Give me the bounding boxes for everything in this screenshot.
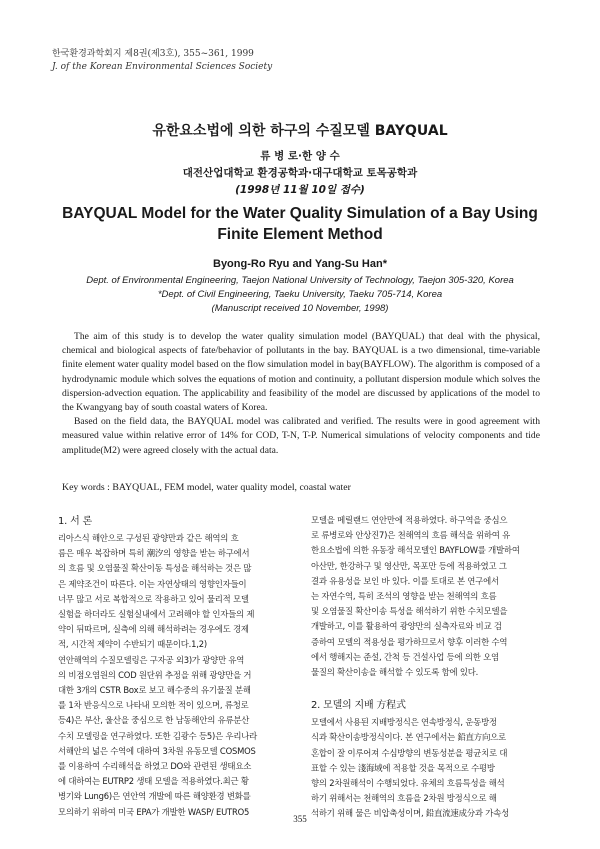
body-line: 병기와 Lung6)은 연안역 개발에 따른 해양환경 변화를	[58, 791, 251, 802]
body-line: 은 제약조건이 따른다. 이는 자연상태의 영향인자들이	[58, 578, 247, 589]
body-line: 표할 수 있는 淺海域에 적용할 것을 목적으로 수평방	[311, 762, 495, 773]
section-spacer	[311, 680, 569, 697]
body-line: 약이 뒤따르며, 실측에 의해 해석하려는 경우에도 경제	[58, 624, 249, 635]
body-right-column	[311, 513, 569, 822]
body-left-column	[58, 513, 316, 820]
english-affiliations	[0, 274, 600, 316]
body-line: 개발하고, 이를 활용하여 광양만의 실측자료와 비교 검	[311, 621, 502, 632]
body-line: 아산만, 한강하구 및 영산만, 목포만 등에 적용하였고 그	[311, 560, 507, 571]
body-line: 혼합이 잘 이루어져 수심방향의 변동성분을 평균치로 대	[311, 747, 508, 758]
body-line: 식과 확산이송방정식이다. 본 연구에서는 鉛直方向으로	[311, 732, 506, 743]
journal-line-korean: 한국환경과학회지 제8권(제3호), 355~361, 1999	[52, 49, 254, 59]
korean-author-block	[0, 148, 600, 199]
affiliation-line: *Dept. of Civil Engineering, Taeku University, Taeku 705-714, Korea	[157, 289, 443, 300]
page-number: 355	[293, 814, 307, 824]
journal-header	[52, 48, 272, 74]
abstract	[62, 330, 540, 458]
manuscript-received-line: (Manuscript received 10 November, 1998)	[211, 303, 389, 314]
body-line: 는 자연수역, 특히 조석의 영향을 받는 천해역의 흐름	[311, 591, 497, 602]
body-line: 서해안의 넓은 수역에 대하여 3차원 유동모델 COSMOS	[58, 745, 256, 756]
body-line: 결과 유용성을 보인 바 있다. 이를 토대로 본 연구에서	[311, 575, 499, 586]
abstract-paragraph: Based on the field data, the BAYQUAL model was calibrated and verified. The results were in good agreement with measured value within relative error of 14% for COD, T-N, T-P. Numerical simulations of velocity components and tide amplitude(M2) were agreed closely with the actual data.	[62, 416, 540, 456]
english-authors: Byong-Ro Ryu and Yang-Su Han*	[213, 258, 387, 270]
body-line: 를 1차 반응식으로 나타내 모의한 적이 있으며, 류청로	[58, 700, 249, 711]
body-line: 연안해역의 수질모델링은 구자공 외3)가 광양만 유역	[58, 654, 245, 665]
body-line: 증하여 모델의 적용성을 평가하므로서 향후 이러한 수역	[311, 636, 508, 647]
body-line: 석하기 위해 물은 비압축성이며, 鉛直流速成分과 가속성	[311, 808, 509, 819]
body-line: 한요소법에 의한 유동장 해석모델인 BAYFLOW를 개발하여	[311, 545, 520, 556]
english-title: BAYQUAL Model for the Water Quality Simulation of a Bay Using Finite Element Method	[62, 205, 538, 243]
body-line: 수치 모델링을 연구하였다. 또한 김광수 등5)은 우리나라	[58, 730, 258, 741]
keywords: Key words : BAYQUAL, FEM model, water quality model, coastal water	[62, 482, 351, 493]
body-line: 로 류병로와 안상진7)은 천해역의 흐름 해석을 위하여 유	[311, 530, 511, 541]
section-heading-governing-equations: 2. 모델의 지배 方程式	[311, 700, 406, 712]
body-line: 리아스식 해안으로 구성된 광양만과 같은 해역의 흐	[58, 533, 239, 543]
body-line: 및 오염물질 확산이송 특성을 해석하기 위한 수치모델을	[311, 606, 508, 617]
body-line: 향의 2차원해석이 수행되었다. 유체의 흐름특성을 해석	[311, 778, 505, 789]
korean-title: 유한요소법에 의한 하구의 수질모델 BAYQUAL	[152, 123, 448, 139]
body-line: 를 이용하여 수리해석을 하였고 DO와 관련된 생태요소	[58, 761, 252, 772]
body-line: 름은 매우 복잡하며 특히 潮汐의 영향을 받는 하구에서	[58, 548, 250, 559]
body-line: 물질의 확산이송을 해석할 수 있도록 함에 있다.	[311, 667, 479, 678]
body-line: 적, 시간적 제약이 수반되기 때문이다.1,2)	[58, 639, 207, 650]
abstract-paragraph: The aim of this study is to develop the water quality simulation model (BAYQUAL) that deal with the physical, chemical and biological aspects of fate/behavior of pollutants in the bay. BAYQUAL is a two dimensional, time-variable finite element water quality model based on the flow simulation model in bay(BAYFLOW). The algorithm is composed of a hydrodynamic module which solves the equations of motion and continuity, a pollutant dispersion module which solves the dispersion-advection equation. The applicability and feasibility of the model are discussed by applications of the model to the Kwangyang bay of south coastal waters of Korea.	[62, 331, 540, 414]
body-line: 모델에서 사용된 지배방정식은 연속방정식, 운동방정	[311, 717, 497, 728]
body-line: 에 대하여는 EUTRP2 생태 모델을 적용하였다.최근 황	[58, 776, 249, 787]
korean-received-date: (1998년 11월 10일 접수)	[235, 184, 365, 196]
body-line: 너무 많고 서로 복합적으로 작용하고 있어 물리적 모델	[58, 593, 249, 604]
body-line: 의 흐름 및 오염물질 확산이동 특성을 해석하는 것은 많	[58, 563, 252, 574]
journal-line-english: J. of the Korean Environmental Sciences Society	[52, 62, 273, 72]
body-line: 대한 3개의 CSTR Box로 보고 해수중의 유기물질 분해	[58, 685, 251, 696]
body-line: 실험을 하더라도 실험실내에서 고려해야 할 인자들의 제	[58, 609, 255, 620]
body-line: 모델을 메릴랜드 연안만에 적용하였다. 하구역을 중심으	[311, 515, 508, 525]
korean-authors: 류 병 로·한 양 수	[260, 150, 340, 162]
body-line: 모의하기 위하여 미국 EPA가 개발한 WASP/ EUTRO5	[58, 806, 250, 817]
section-heading-introduction: 1. 서 론	[58, 516, 93, 527]
body-line: 등4)은 부산, 울산을 중심으로 한 남동해안의 유류분산	[58, 715, 250, 726]
affiliation-line: Dept. of Environmental Engineering, Taejon National University of Technology, Taejon 305-320, Korea	[86, 275, 514, 286]
body-line: 의 비점오염원의 COD 원단위 추정을 위해 광양만을 거	[58, 669, 252, 680]
body-line: 에서 행해지는 준설, 간척 등 건설사업 등에 의한 오염	[311, 651, 499, 662]
korean-affiliation: 대전산업대학교 환경공학과·대구대학교 토목공학과	[182, 167, 418, 179]
body-line: 하기 위해서는 천해역의 흐름을 2차원 방정식으로 해	[311, 793, 497, 804]
